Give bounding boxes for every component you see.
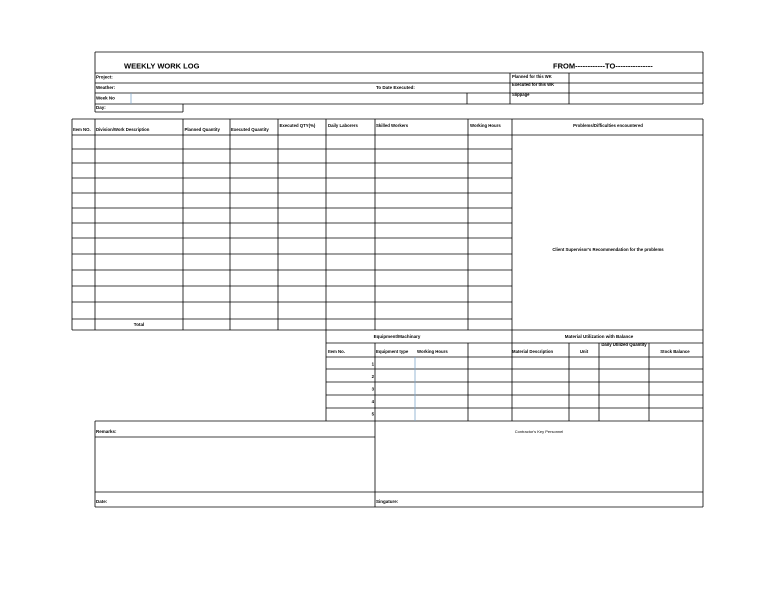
mat-col-stock: Stock Balance <box>660 349 690 354</box>
col-item-no: Item NO. <box>73 127 91 132</box>
from-to-range: FROM------------TO--------------- <box>553 61 653 71</box>
col-executed-pct: Executed QTY(%) <box>279 123 316 128</box>
grid-lines <box>72 52 703 507</box>
equipment-title: Equipment/Machinary <box>373 334 421 339</box>
col-working-hours: Working Hours <box>470 123 501 128</box>
weather-label: Weather: <box>96 85 116 90</box>
remarks-label: Remarks: <box>96 429 117 434</box>
mat-col-unit: Unit <box>579 349 589 354</box>
col-planned-qty: Planned Quantity <box>184 127 220 132</box>
mat-col-description: Material Description <box>512 349 554 354</box>
recommendation-label: Client Supervisor's Recommendation for the problems <box>552 247 664 252</box>
equip-row-number: 3 <box>371 386 374 392</box>
material-title: Material Utilization with Balance <box>564 334 634 339</box>
mat-col-daily: Daily Utilized Quantity <box>601 342 647 347</box>
col-daily-laborers: Daily Laborers <box>328 123 358 128</box>
equip-row-number: 5 <box>371 411 374 417</box>
mat-col-daily-wrap <box>600 340 648 356</box>
problems-title: Problems/Difficulties encountered <box>573 123 643 128</box>
planned-for-wk-label: Planned for this WK <box>512 74 552 79</box>
to-date-executed-label: To Date Executed: <box>376 85 415 90</box>
col-division: Division/Work Description <box>96 127 150 132</box>
date-label: Date: <box>96 499 108 504</box>
col-executed-qty: Executed Quantity <box>231 127 269 132</box>
executed-for-wk-label: Executed for this WK <box>512 82 555 87</box>
equip-col-item-no: Item No. <box>328 349 345 354</box>
equip-col-hours: Working Hours <box>417 349 448 354</box>
form-title: WEEKLY WORK LOG <box>124 61 200 71</box>
equip-row-number: 4 <box>371 399 374 404</box>
equip-col-type: Equipment type <box>376 349 409 354</box>
col-skilled-workers: Skilled Workers <box>376 123 409 128</box>
equip-row-number: 2 <box>371 374 374 379</box>
total-label: Total <box>133 322 145 327</box>
equip-row-number: 1 <box>371 361 374 367</box>
grid-lines-light <box>131 93 415 421</box>
signature-label: Singature: <box>376 499 399 504</box>
slippage-label: Slippage <box>512 92 530 97</box>
project-label: Project: <box>96 74 113 80</box>
key-personnel-label: Contractor's Key Personnel <box>514 429 564 434</box>
day-label: Day: <box>96 105 106 110</box>
week-no-label: Week No <box>96 95 115 101</box>
